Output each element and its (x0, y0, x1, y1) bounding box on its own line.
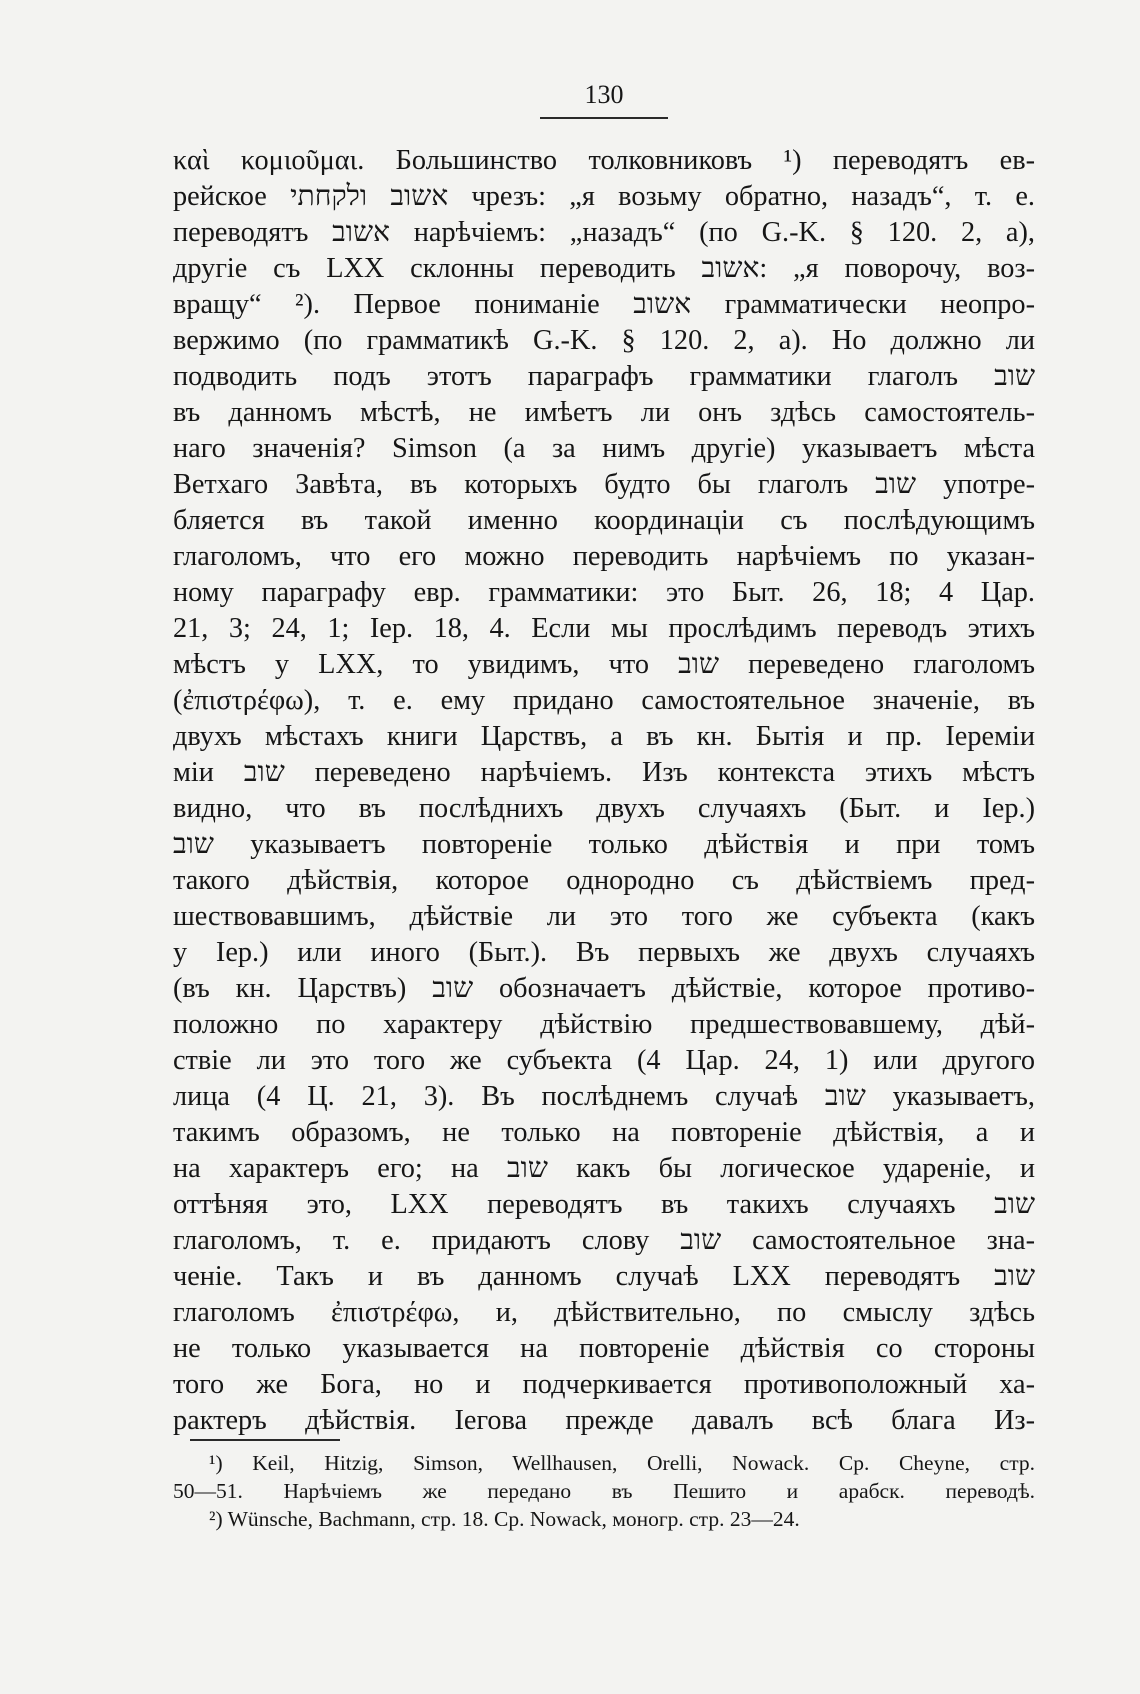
main-text (173, 143, 1035, 1439)
text-line: рейское אשוב ולקחתי чрезъ: „я возьму обратно, назадъ“, т. е. (173, 181, 1035, 212)
text-line: наго значенія? Simson (а за нимъ другіе) указываетъ мѣста (173, 433, 1035, 464)
text-line: мѣстъ у LXX, то увидимъ, что שוב переведено глаголомъ (173, 649, 1035, 680)
text-line: καὶ κομιοῦμαι. Большинство толковниковъ ¹) переводятъ ев- (173, 145, 1035, 176)
footnote-line: 50—51. Нарѣчіемъ же передано въ Пешито и арабск. переводѣ. (173, 1479, 1035, 1503)
text-line: двухъ мѣстахъ книги Царствъ, а въ кн. Бытія и пр. Іереміи (173, 721, 1035, 752)
text-line: Ветхаго Завѣта, въ которыхъ будто бы глаголъ שוב употре- (173, 469, 1035, 500)
text-line: міи שוב переведено нарѣчіемъ. Изъ контекста этихъ мѣстъ (173, 757, 1035, 788)
footnote-line: ²) Wünsche, Bachmann, стр. 18. Ср. Nowack, моногр. стр. 23—24. (209, 1507, 800, 1531)
text-line: не только указывается на повтореніе дѣйствія со стороны (173, 1333, 1035, 1364)
text-line: вращу“ ²). Первое пониманіе אשוב грамматически неопро- (173, 289, 1035, 320)
text-line: видно, что въ послѣднихъ двухъ случаяхъ (Быт. и Іер.) (173, 793, 1035, 824)
text-line: лица (4 Ц. 21, 3). Въ послѣднемъ случаѣ שוב указываетъ, (173, 1081, 1035, 1112)
text-line: переводятъ אשוב нарѣчіемъ: „назадъ“ (по G.-K. § 120. 2, a), (173, 217, 1035, 248)
text-line: глаголомъ ἐπιστρέφω, и, дѣйствительно, по смыслу здѣсь (173, 1297, 1035, 1328)
text-line: שוב указываетъ повтореніе только дѣйствія и при томъ (173, 829, 1035, 860)
text-line: 21, 3; 24, 1; Іер. 18, 4. Если мы прослѣдимъ переводъ этихъ (173, 613, 1035, 644)
text-line: въ данномъ мѣстѣ, не имѣетъ ли онъ здѣсь самостоятель- (173, 397, 1035, 428)
text-line: на характеръ его; на שוב какъ бы логическое удареніе, и (173, 1153, 1035, 1184)
text-line: ствіе ли это того же субъекта (4 Цар. 24, 1) или другого (173, 1045, 1035, 1076)
text-line: того же Бога, но и подчеркивается противоположный ха- (173, 1369, 1035, 1400)
text-line: шествовавшимъ, дѣйствіе ли это того же субъекта (какъ (173, 901, 1035, 932)
text-line: такимъ образомъ, не только на повтореніе дѣйствія, а и (173, 1117, 1035, 1148)
text-line: у Іер.) или иного (Быт.). Въ первыхъ же двухъ случаяхъ (173, 937, 1035, 968)
text-line: рактеръ дѣйствія. Іегова прежде давалъ всѣ блага Из- (173, 1405, 1035, 1436)
text-line: ченіе. Такъ и въ данномъ случаѣ LXX переводятъ שוב (173, 1261, 1035, 1292)
text-line: глаголомъ, что его можно переводить нарѣчіемъ по указан- (173, 541, 1035, 572)
text-line: вержимо (по грамматикѣ G.-K. § 120. 2, a). Но должно ли (173, 325, 1035, 356)
text-line: бляется въ такой именно координаціи съ послѣдующимъ (173, 505, 1035, 536)
footnotes (173, 1449, 1035, 1533)
text-line: оттѣняя это, LXX переводятъ въ такихъ случаяхъ שוב (173, 1189, 1035, 1220)
text-line: такого дѣйствія, которое однородно съ дѣйствіемъ пред- (173, 865, 1035, 896)
page-number-rule (540, 117, 668, 119)
text-line: положно по характеру дѣйствію предшествовавшему, дѣй- (173, 1009, 1035, 1040)
text-line: (ἐπιστρέφω), т. е. ему придано самостоятельное значеніе, въ (173, 685, 1035, 716)
footnote-rule (190, 1439, 340, 1441)
text-line: другіе съ LXX склонны переводить אשוב: „я поворочу, воз- (173, 253, 1035, 284)
text-line: (въ кн. Царствъ) שוב обозначаетъ дѣйствіе, которое противо- (173, 973, 1035, 1004)
page-number: 130 (584, 80, 624, 109)
text-line: подводить подъ этотъ параграфъ грамматики глаголъ שוב (173, 361, 1035, 392)
text-line: глаголомъ, т. е. придаютъ слову שוב самостоятельное зна- (173, 1225, 1035, 1256)
text-line: ному параграфу евр. грамматики: это Быт. 26, 18; 4 Цар. (173, 577, 1035, 608)
footnote-line: ¹) Keil, Hitzig, Simson, Wellhausen, Orelli, Nowack. Ср. Cheyne, стр. (209, 1451, 1035, 1475)
